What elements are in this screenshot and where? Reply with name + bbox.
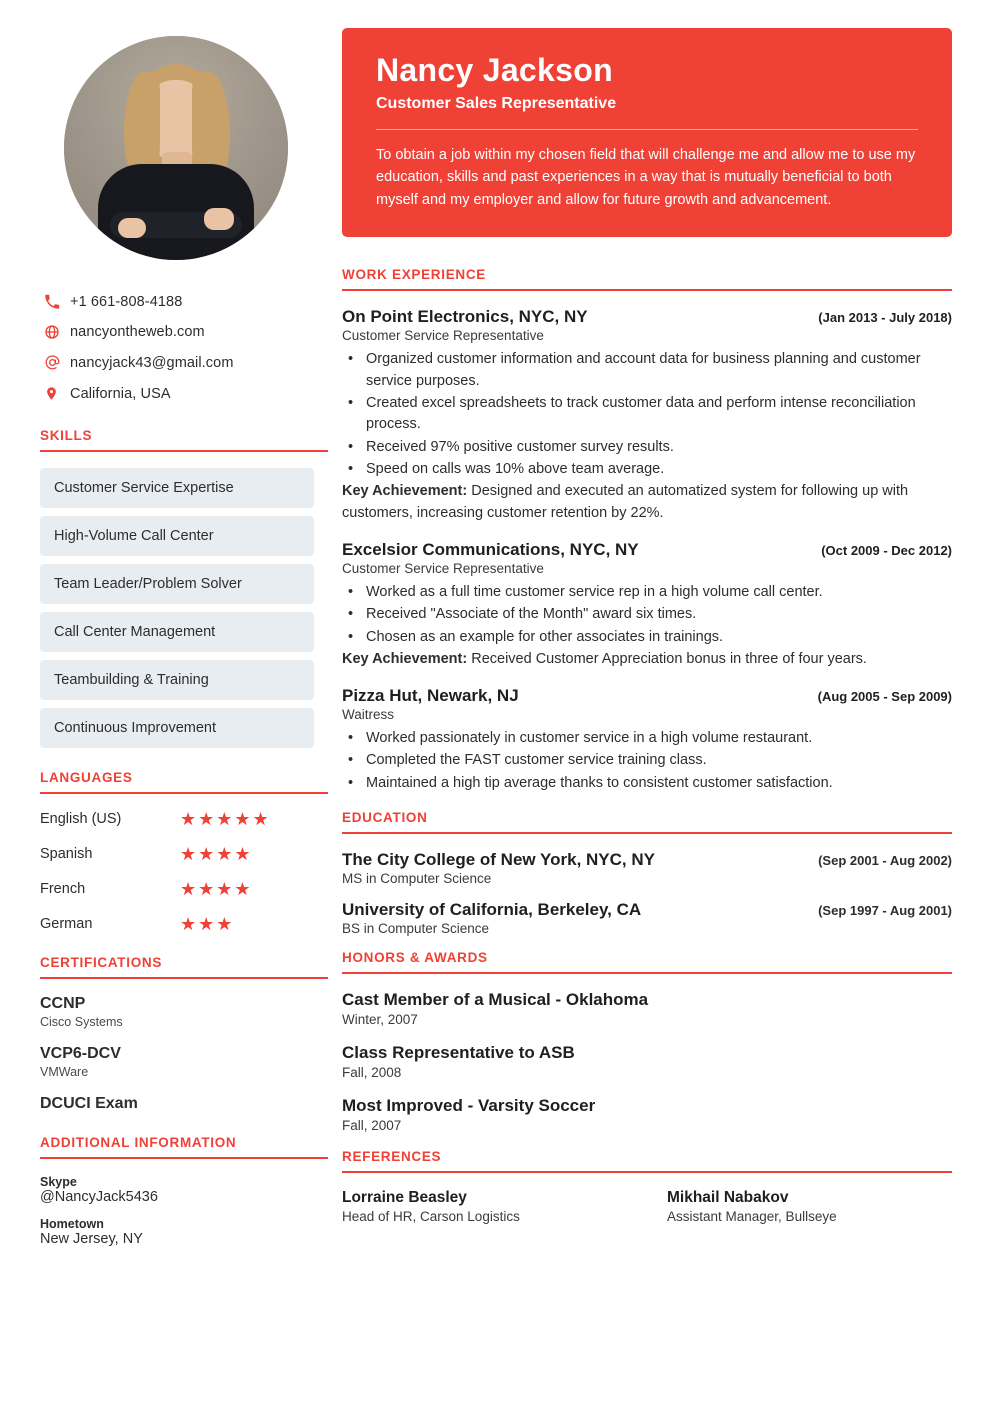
honors-divider — [342, 972, 952, 974]
award-title: Cast Member of a Musical - Oklahoma — [342, 990, 649, 1010]
bullet-item: • Created excel spreadsheets to track customer data and perform intense reconciliation process. — [342, 393, 952, 436]
award-entry — [342, 1043, 952, 1080]
award-entry — [342, 1096, 952, 1133]
contact-phone[interactable] — [44, 294, 314, 310]
award-date: Fall, 2008 — [342, 1065, 402, 1081]
work-heading: WORK EXPERIENCE — [342, 267, 487, 283]
language-row — [40, 810, 314, 828]
references-divider — [342, 1171, 952, 1173]
bullet-item: • Maintained a high tip average thanks to consistent customer satisfaction. — [342, 773, 952, 794]
education-degree: MS in Computer Science — [342, 871, 492, 887]
bullet-item: • Speed on calls was 10% above team average. — [342, 459, 952, 480]
key-achievement-text: Designed and executed an automatized system for following up with customers, increasing customer retention by 22%. — [342, 483, 909, 521]
contact-website-text: nancyontheweb.com — [70, 324, 205, 340]
at-icon — [44, 354, 70, 371]
bullet-item: • Completed the FAST customer service training class. — [342, 750, 952, 771]
key-achievement — [342, 481, 952, 524]
additional-item — [40, 1217, 314, 1247]
certification-item — [40, 995, 314, 1029]
languages-section — [40, 770, 314, 933]
additional-label: Skype — [40, 1175, 77, 1189]
bullet-item: • Worked as a full time customer service rep in a high volume call center. — [342, 582, 952, 603]
award-title: Class Representative to ASB — [342, 1043, 575, 1063]
skills-section — [40, 428, 314, 748]
language-name: English (US) — [40, 811, 122, 827]
page-title: Nancy Jackson — [376, 52, 613, 88]
job-entry — [342, 307, 952, 524]
certifications-divider — [40, 977, 328, 979]
award-entry — [342, 990, 952, 1027]
additional-value: New Jersey, NY — [40, 1231, 143, 1247]
skill-chip: Customer Service Expertise — [40, 468, 314, 508]
education-school: University of California, Berkeley, CA — [342, 900, 642, 920]
skill-chip: Continuous Improvement — [40, 708, 314, 748]
education-entry — [342, 900, 952, 936]
job-bullets — [342, 728, 952, 794]
contact-email-text: nancyjack43@gmail.com — [70, 354, 234, 371]
skill-chip: Teambuilding & Training — [40, 660, 314, 700]
additional-information-section — [40, 1135, 314, 1247]
banner-divider — [376, 129, 918, 130]
certification-issuer: VMWare — [40, 1065, 89, 1079]
reference-entry — [667, 1189, 952, 1224]
education-section — [342, 810, 952, 936]
skill-chip: Call Center Management — [40, 612, 314, 652]
rating-stars: ★★★★ — [180, 879, 253, 899]
rating-stars: ★★★★ — [180, 844, 253, 864]
education-school: The City College of New York, NYC, NY — [342, 850, 655, 870]
additional-label: Hometown — [40, 1217, 104, 1231]
certifications-heading: CERTIFICATIONS — [40, 955, 163, 970]
award-title: Most Improved - Varsity Soccer — [342, 1096, 596, 1116]
key-achievement-label: Key Achievement: — [342, 650, 468, 667]
left-sidebar — [40, 28, 332, 1404]
language-row — [40, 845, 314, 863]
honors-heading: HONORS & AWARDS — [342, 950, 488, 966]
bullet-item: • Organized customer information and account data for business planning and customer service purposes. — [342, 349, 952, 392]
contact-location-text: California, USA — [70, 385, 171, 402]
avatar — [64, 36, 288, 260]
rating-stars: ★★★★★ — [180, 809, 271, 829]
references-section — [342, 1149, 952, 1224]
education-entry — [342, 850, 952, 886]
job-date: (Aug 2005 - Sep 2009) — [817, 689, 952, 705]
skill-chip: Team Leader/Problem Solver — [40, 564, 314, 604]
language-row — [40, 880, 314, 898]
profile-summary: To obtain a job within my chosen field that will challenge me and allow me to use my education, skills and past experiences in a way that is mutually beneficial to both myself and my employer and allow for future growth and advancement. — [376, 147, 916, 208]
bullet-item: • Received 97% positive customer survey results. — [342, 437, 952, 458]
award-date: Winter, 2007 — [342, 1012, 418, 1028]
job-entry — [342, 540, 952, 670]
work-experience-section — [342, 267, 952, 794]
job-entry — [342, 686, 952, 794]
language-name: German — [40, 916, 93, 932]
job-company: Excelsior Communications, NYC, NY — [342, 539, 639, 559]
bullet-item: • Worked passionately in customer service in a high volume restaurant. — [342, 728, 952, 749]
job-title: Waitress — [342, 707, 395, 723]
education-divider — [342, 832, 952, 834]
job-title: Customer Service Representative — [342, 328, 544, 344]
contact-list — [44, 294, 314, 402]
skills-divider — [40, 450, 328, 452]
additional-divider — [40, 1157, 328, 1159]
job-bullets — [342, 349, 952, 480]
skill-chip: High-Volume Call Center — [40, 516, 314, 556]
skills-heading: SKILLS — [40, 428, 93, 443]
education-date: (Sep 2001 - Aug 2002) — [818, 853, 952, 869]
job-company: Pizza Hut, Newark, NJ — [342, 686, 519, 706]
certifications-section — [40, 955, 314, 1113]
languages-heading: LANGUAGES — [40, 770, 133, 785]
rating-stars: ★★★ — [180, 914, 235, 934]
reference-title: Assistant Manager, Bullseye — [667, 1209, 837, 1225]
additional-item — [40, 1175, 314, 1205]
certification-title: DCUCI Exam — [40, 1095, 138, 1112]
phone-icon — [44, 294, 70, 310]
education-heading: EDUCATION — [342, 810, 428, 826]
reference-entry — [342, 1189, 627, 1224]
additional-value: @NancyJack5436 — [40, 1189, 158, 1205]
job-date: (Oct 2009 - Dec 2012) — [821, 542, 952, 558]
reference-name: Mikhail Nabakov — [667, 1189, 789, 1207]
contact-phone-text: +1 661-808-4188 — [70, 294, 183, 310]
key-achievement-label: Key Achievement: — [342, 483, 468, 500]
education-date: (Sep 1997 - Aug 2001) — [818, 903, 952, 919]
location-pin-icon — [44, 385, 70, 402]
contact-location — [44, 385, 314, 402]
job-bullets — [342, 582, 952, 648]
language-row — [40, 915, 314, 933]
job-company: On Point Electronics, NYC, NY — [342, 307, 588, 327]
reference-title: Head of HR, Carson Logistics — [342, 1209, 520, 1225]
key-achievement-text: Received Customer Appreciation bonus in three of four years. — [467, 650, 867, 667]
job-title: Customer Service Representative — [342, 560, 544, 576]
work-divider — [342, 289, 952, 291]
additional-heading: ADDITIONAL INFORMATION — [40, 1135, 237, 1150]
job-date: (Jan 2013 - July 2018) — [818, 310, 952, 326]
contact-email[interactable] — [44, 354, 314, 371]
key-achievement — [342, 649, 952, 670]
education-degree: BS in Computer Science — [342, 921, 490, 937]
main-content — [332, 28, 952, 1404]
certification-issuer: Cisco Systems — [40, 1015, 123, 1029]
honors-awards-section — [342, 950, 952, 1133]
award-date: Fall, 2007 — [342, 1118, 402, 1134]
reference-name: Lorraine Beasley — [342, 1189, 467, 1207]
language-name: Spanish — [40, 846, 93, 862]
certification-title: VCP6-DCV — [40, 1045, 121, 1062]
certification-item — [40, 1045, 314, 1079]
header-banner — [342, 28, 952, 237]
job-role-subtitle: Customer Sales Representative — [376, 95, 617, 112]
languages-divider — [40, 792, 328, 794]
certification-title: CCNP — [40, 995, 86, 1012]
bullet-item: • Received "Associate of the Month" award six times. — [342, 604, 952, 625]
contact-website[interactable] — [44, 324, 314, 340]
globe-icon — [44, 324, 70, 340]
bullet-item: • Chosen as an example for other associates in trainings. — [342, 627, 952, 648]
certification-item — [40, 1095, 314, 1113]
references-heading: REFERENCES — [342, 1149, 442, 1165]
language-name: French — [40, 881, 86, 897]
